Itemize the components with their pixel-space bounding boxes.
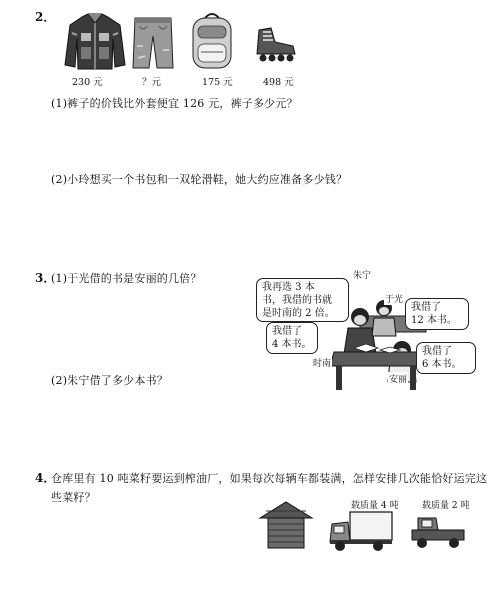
small-truck-capacity-label: 载质量 2 吨 <box>422 501 470 511</box>
question-4-line-1: 仓库里有 10 吨菜籽要运到榨油厂，如果每次每辆车都装满，怎样安排几次能恰好运完这 <box>51 472 488 485</box>
question-2-number: 2． <box>35 10 56 24</box>
speech-bubble-zhuning: 我再选 3 本 书，我借的书就 是时南的 2 倍。 <box>256 278 349 322</box>
question-4-line-2: 些菜籽？ <box>51 491 96 504</box>
granary-icon <box>258 500 314 550</box>
name-label-anli: 安丽 <box>388 372 408 385</box>
roller-skates-price: 498 元 <box>263 77 294 88</box>
name-label-zhuning: 朱宁 <box>352 268 372 281</box>
roller-skates-icon <box>253 24 299 64</box>
pants-icon <box>132 16 174 70</box>
big-truck-capacity-label: 载质量 4 吨 <box>351 501 399 511</box>
backpack-icon <box>189 12 235 72</box>
truck-2-ton-icon <box>410 514 466 550</box>
question-2-part-2: (2)小玲想买一个书包和一双轮滑鞋，她大约应准备多少钱？ <box>51 173 348 186</box>
question-2-part-1: (1)裤子的价钱比外套便宜 126 元，裤子多少元？ <box>51 97 298 110</box>
name-label-shinan: 时南 <box>312 356 332 369</box>
speech-bubble-anli: 我借了 6 本书。 <box>416 342 476 374</box>
question-3-part-2: (2)朱宁借了多少本书？ <box>51 374 168 387</box>
question-3-number: 3． <box>35 271 56 285</box>
question-3-part-1: (1)于光借的书是安丽的几倍？ <box>51 272 202 285</box>
backpack-price: 175 元 <box>202 77 233 88</box>
name-label-yuguang: 于光 <box>384 292 404 305</box>
pants-price: ？元 <box>142 77 162 88</box>
jacket-icon <box>64 13 126 71</box>
truck-4-ton-icon <box>328 510 394 552</box>
speech-bubble-yuguang: 我借了 12 本书。 <box>405 298 469 330</box>
speech-bubble-shinan: 我借了 4 本书。 <box>266 322 318 354</box>
question-4-number: 4． <box>35 471 56 485</box>
jacket-price: 230 元 <box>72 77 103 88</box>
